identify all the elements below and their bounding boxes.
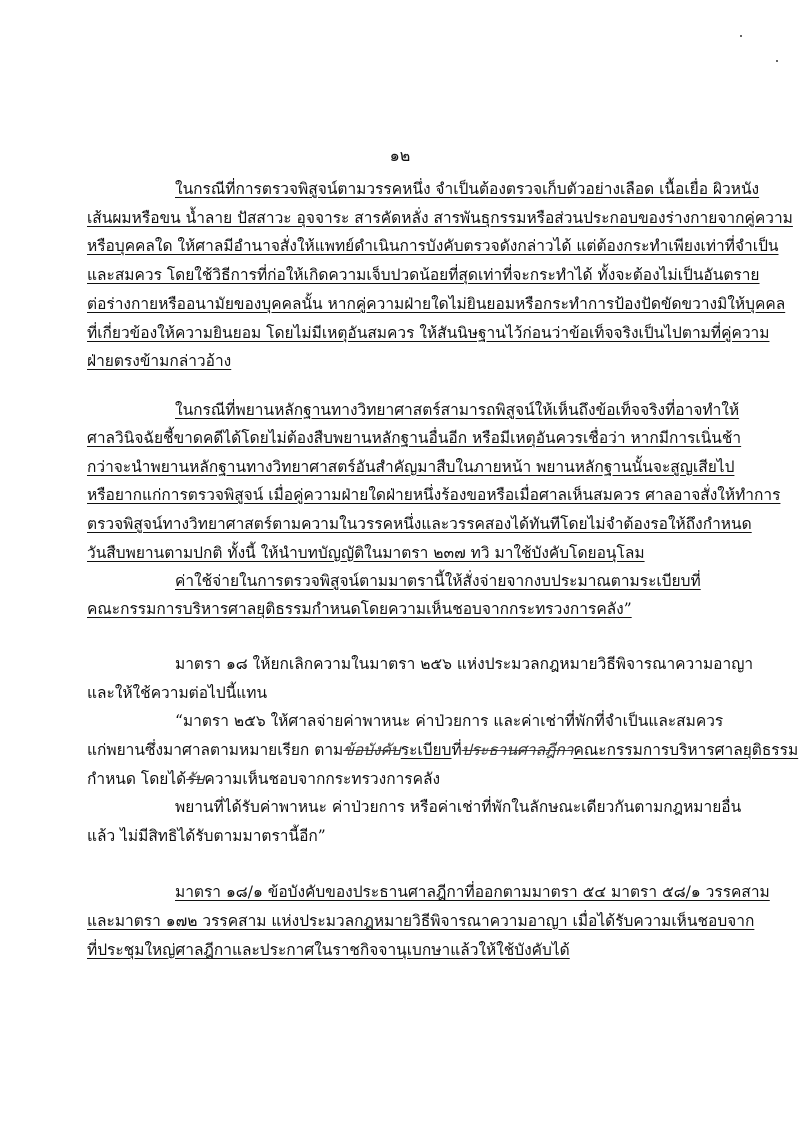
line-text: “มาตรา ๒๕๖ ให้ศาลจ่ายค่าพาหนะ ค่าป่วยการ และค่าเช่าที่พักที่จำเป็นและสมควร — [175, 712, 724, 730]
line-text: ค่าใช้จ่ายในการตรวจพิสูจน์ตามมาตรานี้ให้สั่งจ่ายจากงบประมาณตามระเบียบที่ — [175, 572, 701, 590]
paragraph-line — [175, 882, 770, 902]
paragraph-line — [87, 514, 752, 534]
struck-text: ข้อบังคับ — [343, 741, 401, 759]
paragraph-line — [175, 711, 724, 731]
text-segment: ที่ — [451, 741, 462, 759]
line-text: ต่อร่างกายหรืออนามัยของบุคคลนั้น หากคู่ความฝ่ายใดไม่ยินยอมหรือกระทำการป้องปัดขัดขวางมิให้บุคคล — [87, 295, 786, 313]
paragraph-line — [87, 940, 717, 960]
line-text: ที่เกี่ยวข้องให้ความยินยอม โดยไม่มีเหตุอันสมควร ให้สันนิษฐานไว้ก่อนว่าข้อเท็จจริงเป็นไปตามที่คู่ความ — [87, 324, 770, 342]
text-segment: ความเห็นชอบจากกระทรวงการคลัง — [204, 770, 441, 788]
line-text: ในกรณีที่การตรวจพิสูจน์ตามวรรคหนึ่ง จำเป็นต้องตรวจเก็บตัวอย่างเลือด เนื้อเยื่อ ผิวหนัง — [175, 180, 760, 198]
line-text: ตรวจพิสูจน์ทางวิทยาศาสตร์ตามความในวรรคหนึ่งและวรรคสองได้ทันทีโดยไม่จำต้องรอให้ถึงกำหนด — [87, 515, 752, 533]
line-text: เส้นผมหรือขน น้ำลาย ปัสสาวะ อุจจาระ สารคัดหลั่ง สารพันธุกรรมหรือส่วนประกอบของร่างกายจากคู่ความ — [87, 209, 793, 227]
paragraph-line — [175, 797, 742, 817]
paragraph-line — [175, 179, 760, 199]
paragraph-line — [87, 428, 742, 448]
paragraph-line — [87, 911, 755, 931]
inserted-text: ระเบียบ — [400, 741, 452, 759]
line-text: คณะกรรมการบริหารศาลยุติธรรมกำหนดโดยความเห็นชอบจากกระทรวงการคลัง” — [87, 600, 632, 618]
line-text: แล้ว ไม่มีสิทธิได้รับตามมาตรานี้อีก” — [87, 827, 326, 845]
line-text: ในกรณีที่พยานหลักฐานทางวิทยาศาสตร์สามารถพิสูจน์ให้เห็นถึงข้อเท็จจริงที่อาจทำให้ — [175, 401, 740, 419]
inserted-text: คณะกรรมการบริหารศาลยุติธรรม — [573, 741, 799, 759]
line-text: ที่ประชุมใหญ่ศาลฎีกาและประกาศในราชกิจจานุเบกษาแล้วให้ใช้บังคับได้ — [87, 941, 570, 959]
paragraph-line — [87, 683, 717, 703]
line-text: พยานที่ได้รับค่าพาหนะ ค่าป่วยการ หรือค่าเช่าที่พักในลักษณะเดียวกันตามกฎหมายอื่น — [175, 798, 742, 816]
line-text: และให้ใช้ความต่อไปนี้แทน — [87, 684, 268, 702]
paragraph-line — [87, 323, 770, 343]
paragraph-line — [175, 571, 717, 591]
struck-text: รับ — [186, 770, 205, 788]
paragraph-line — [87, 351, 717, 371]
line-text: มาตรา ๑๘/๑ ข้อบังคับของประธานศาลฎีกาที่ออกตามมาตรา ๕๔ มาตรา ๕๘/๑ วรรคสาม — [175, 883, 770, 901]
paragraph-line — [87, 485, 781, 505]
paragraph-line — [87, 543, 717, 563]
paragraph-line — [87, 236, 779, 256]
line-text: วันสืบพยานตามปกติ ทั้งนี้ ให้นำบทบัญญัติในมาตรา ๒๓๗ ทวิ มาใช้บังคับโดยอนุโลม — [87, 544, 645, 562]
line-text: หรือยากแก่การตรวจพิสูจน์ เมื่อคู่ความฝ่ายใดฝ่ายหนึ่งร้องขอหรือเมื่อศาลเห็นสมควร ศาลอาจสั่งให้ทำการ — [87, 486, 781, 504]
line-text: มาตรา ๑๘ ให้ยกเลิกความในมาตรา ๒๕๖ แห่งประมวลกฎหมายวิธีพิจารณาความอาญา — [175, 655, 754, 673]
struck-text: ประธานศาลฎีกา — [461, 741, 574, 759]
paragraph-line — [175, 400, 740, 420]
line-text: และมาตรา ๑๗๒ วรรคสาม แห่งประมวลกฎหมายวิธีพิจารณาความอาญา เมื่อได้รับความเห็นชอบจาก — [87, 912, 755, 930]
line-text: กว่าจะนำพยานหลักฐานทางวิทยาศาสตร์อันสำคัญมาสืบในภายหน้า พยานหลักฐานนั้นจะสูญเสียไป — [87, 458, 735, 476]
paragraph-line — [87, 265, 760, 285]
line-text: ศาลวินิจฉัยชี้ขาดคดีได้โดยไม่ต้องสืบพยานหลักฐานอื่นอีก หรือมีเหตุอันควรเชื่อว่า หากมีการเนิ่นช้า — [87, 429, 742, 447]
scan-speck — [776, 60, 778, 62]
paragraph-line — [87, 740, 799, 760]
page-number: ๑๒ — [389, 146, 411, 165]
paragraph-line — [87, 826, 717, 846]
scan-speck — [740, 35, 742, 37]
line-text: ฝ่ายตรงข้ามกล่าวอ้าง — [87, 352, 232, 370]
paragraph-line — [87, 599, 717, 619]
paragraph-line — [87, 294, 786, 314]
text-segment: กำหนด โดยได้ — [87, 770, 187, 788]
paragraph-line — [175, 654, 754, 674]
text-segment: แก่พยานซึ่งมาศาลตามหมายเรียก ตาม — [87, 741, 344, 759]
line-text: และสมควร โดยใช้วิธีการที่ก่อให้เกิดความเจ็บปวดน้อยที่สุดเท่าที่จะกระทำได้ ทั้งจะต้องไม่เป็นอันตราย — [87, 266, 760, 284]
paragraph-line — [87, 208, 793, 228]
paragraph-line — [87, 769, 717, 789]
line-text: หรือบุคคลใด ให้ศาลมีอำนาจสั่งให้แพทย์ดำเนินการบังคับตรวจดังกล่าวได้ แต่ต้องกระทำเพียงเท่าที่จำเป็น — [87, 237, 779, 255]
paragraph-line — [87, 457, 735, 477]
